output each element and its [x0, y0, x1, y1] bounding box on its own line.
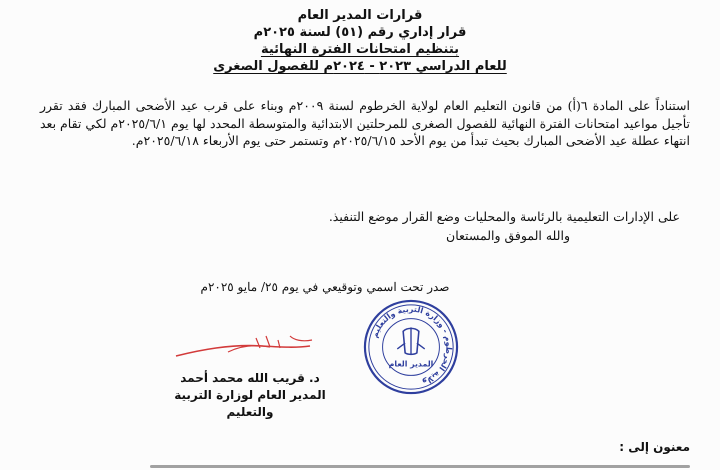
header-line-1: قرارات المدير العام [297, 8, 423, 23]
svg-text:المدير العام: المدير العام [388, 359, 434, 369]
cut-off-text-line [150, 462, 690, 470]
decision-paragraph: استناداً على المادة ٦(أ) من قانون التعليم العام لولاية الخرطوم لسنة ٢٠٠٩م وبناء على قرب عيد الأضحى المبارك فقد تقرر تأجيل مواعيد امتحانات الفترة النهائية للفصول الصغرى للمرحلتين الابتدائية والمتوسطة المحدد لها يوم ٢٠٢٥/٦/١م لكي تقام بعد انتهاء عطلة عيد الأضحى المبارك بحيث تبدأ من يوم الأحد ٢٠٢٥/٦/١٥م وتستمر حتى يوم الأربعاء ٢٠٢٥/٦/١٨م. [40, 98, 690, 148]
header-line-3: بتنظيم امتحانات الفترة النهائية [260, 42, 460, 57]
official-seal-icon [362, 298, 460, 396]
closing-block [150, 207, 680, 245]
signatory-title: المدير العام لوزارة التربية والتعليم [174, 388, 326, 419]
closing-line-1: على الإدارات التعليمية بالرئاسة والمحليات وضع القرار موضع التنفيذ. [328, 209, 680, 224]
issued-statement: صدر تحت اسمي وتوقيعي في يوم ٢٥/ مايو ٢٠٢٥م [200, 280, 450, 294]
handwritten-signature [170, 330, 320, 370]
decision-body [40, 97, 690, 150]
svg-text:ولاية الخرطوم - وزارة التربية: ولاية الخرطوم - وزارة التربية والتعليم [370, 304, 454, 388]
document-header [0, 7, 720, 75]
signatory-name: د. قريب الله محمد أحمد [180, 371, 320, 385]
signatory-block [150, 370, 350, 421]
header-line-4: للعام الدراسي ٢٠٢٣ - ٢٠٢٤م للفصول الصغرى [213, 59, 507, 74]
closing-line-2: والله الموفق والمستعان [446, 228, 570, 243]
header-line-2: قرار إداري رقم (٥١) لسنة ٢٠٢٥م [253, 25, 467, 40]
addressed-to-label: معنون إلى : [619, 440, 690, 454]
